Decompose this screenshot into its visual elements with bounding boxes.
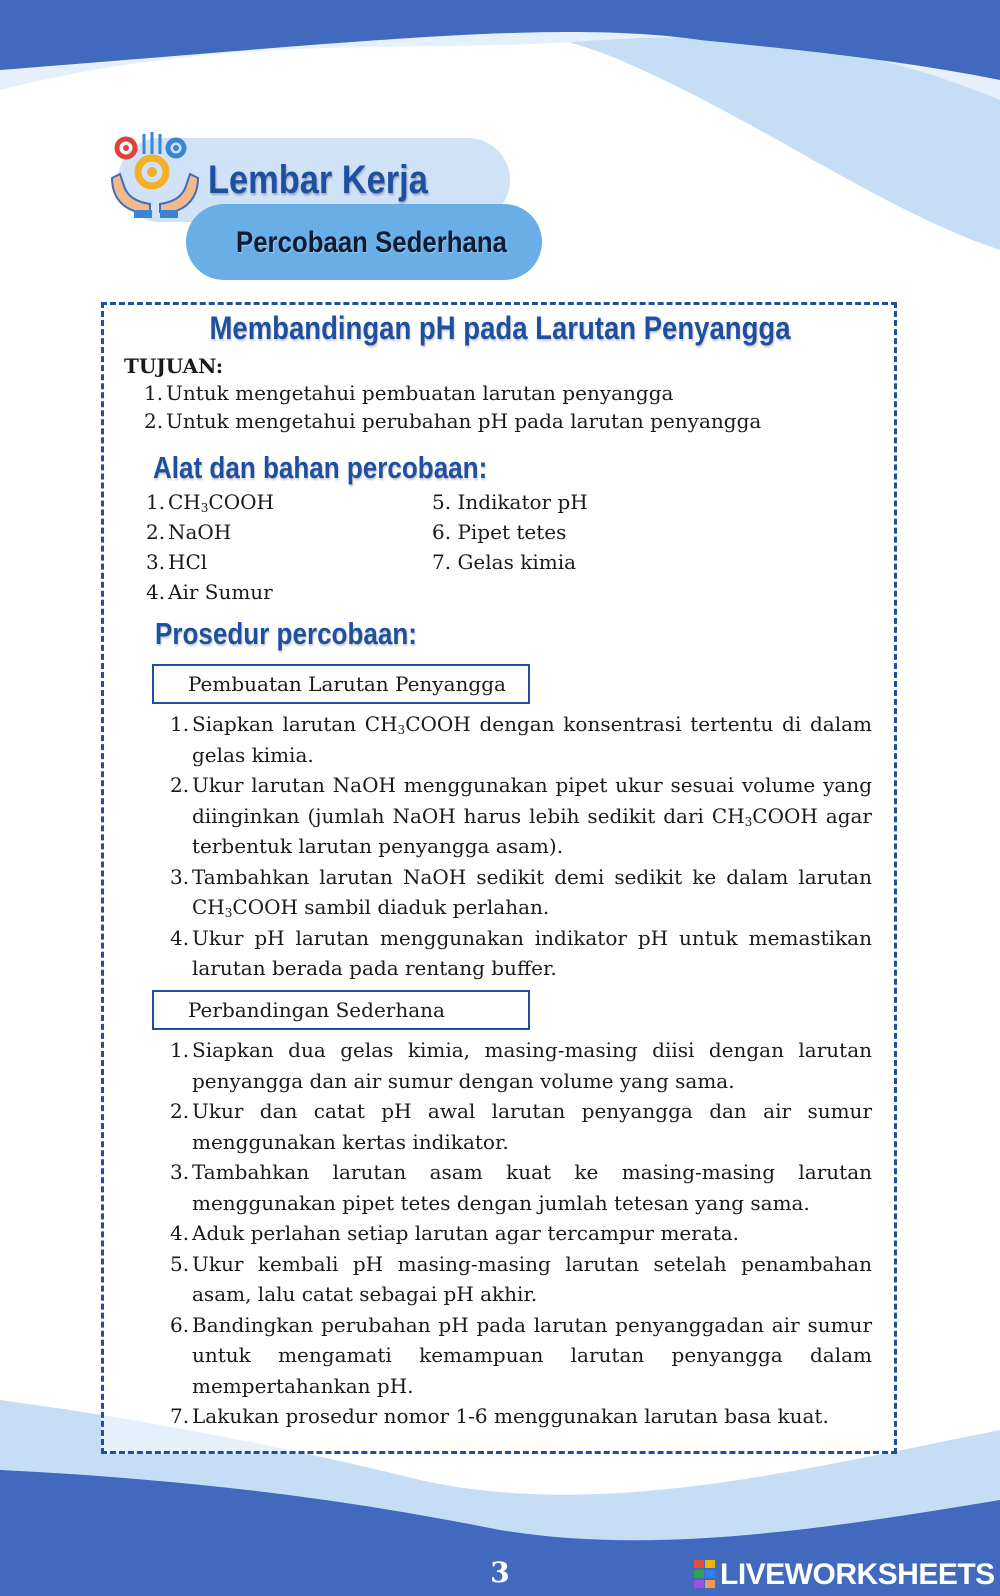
procedure-list-pembuatan [170,709,872,984]
liveworksheets-brand[interactable]: LIVEWORKSHEETS [720,1558,995,1591]
list-item: 1. Siapkan larutan $CH_3COOH$ dengan konsentrasi tertentu di dalam gelas kimia. [170,712,872,767]
list-item: 3. Tambahkan larutan NaOH sedikit demi sedikit ke dalam larutan $CH_3COOH$ sambil diaduk perlahan. [170,864,872,920]
section-label-perbandingan: Perbandingan Sederhana [152,990,530,1030]
list-item: 5. Ukur kembali pH masing-masing larutan setelah penambahan asam, lalu catat sebagai pH akhir. [170,1251,872,1306]
list-item: 6. Bandingkan perubahan pH pada larutan penyanggadan air sumur untuk mengamati kemampuan larutan penyangga dalam mempertahankan pH. [170,1312,872,1398]
list-item: 4. Ukur pH larutan menggunakan indikator pH untuk memastikan larutan berada pada rentang buffer. [170,925,872,980]
list-item: 5. Indikator pH [432,490,588,514]
list-item: 3. Tambahkan larutan asam kuat ke masing-masing larutan menggunakan pipet tetes dengan jumlah tetesan yang sama. [170,1160,872,1215]
list-item: 7. Gelas kimia [432,550,577,574]
list-item: 1. Siapkan dua gelas kimia, masing-masing diisi dengan larutan penyangga dan air sumur dengan volume yang sama. [170,1038,872,1093]
gears-hands-icon [110,128,202,220]
page-number: 3 [490,1556,510,1589]
list-item: 2. Untuk mengetahui perubahan pH pada larutan penyangga [144,409,762,433]
list-item: 6. Pipet tetes [432,520,567,544]
tujuan-label: TUJUAN: [124,354,224,378]
procedure-list-perbandingan [170,1035,872,1432]
prosedur-heading: Prosedur percobaan: [155,616,417,651]
header-title: Lembar Kerja [208,158,428,202]
list-item: 4. Air Sumur [146,580,273,604]
liveworksheets-logo-icon [694,1560,716,1588]
list-item: 2. Ukur dan catat pH awal larutan penyangga dan air sumur menggunakan kertas indikator. [170,1099,872,1154]
alat-heading: Alat dan bahan percobaan: [153,450,488,485]
list-item: 1. Untuk mengetahui pembuatan larutan penyangga [144,381,674,405]
list-item: 2. Ukur larutan NaOH menggunakan pipet ukur sesuai volume yang diinginkan (jumlah NaOH harus lebih sedikit dari $CH_3COOH$ agar terbentuk larutan penyangga asam). [170,773,872,858]
list-item: 4. Aduk perlahan setiap larutan agar tercampur merata. [170,1221,740,1245]
worksheet-title: Membandingan pH pada Larutan Penyangga [209,310,791,346]
section-label-pembuatan: Pembuatan Larutan Penyangga [152,664,530,704]
header-subtitle: Percobaan Sederhana [236,226,508,259]
list-item: 1. $CH_3COOH$ [146,490,274,515]
list-item: 7. Lakukan prosedur nomor 1-6 menggunakan larutan basa kuat. [170,1404,829,1428]
list-item: 3. HCl [146,550,208,574]
list-item: 2. NaOH [146,520,232,544]
